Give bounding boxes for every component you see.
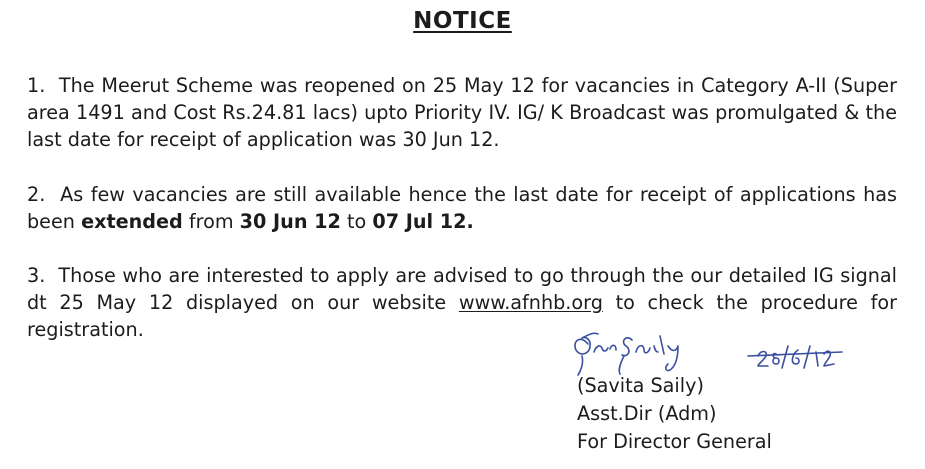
paragraph-1-number: 1. [27,74,46,97]
paragraph-2-text: As few vacancies are still available hence the last date for receipt of applications has been [27,183,898,233]
signatory-name: (Savita Saily) [577,374,704,397]
handwritten-signature [560,322,890,377]
signatory-for: For Director General [577,430,772,453]
paragraph-3-text: Those who are interested to apply are advised to go through the our detailed IG signal dt 25 May 12 displayed on our website [27,264,897,314]
paragraph-2-number: 2. [27,183,46,206]
notice-title: NOTICE [413,8,512,34]
paragraph-1 [27,72,897,153]
to-word: to [340,210,373,233]
signatory-block [577,372,772,456]
new-last-date: 07 Jul 12. [372,210,474,233]
old-last-date: 30 Jun 12 [239,210,341,233]
paragraph-3-number: 3. [27,264,46,287]
website-link[interactable]: www.afnhb.org [458,291,603,314]
paragraph-3-text-end: to check the procedure for registration. [27,291,897,341]
paragraph-2 [27,181,897,235]
paragraph-1-text: The Meerut Scheme was reopened on 25 May 12 for vacancies in Category A-II (Super area 1491 and Cost Rs.24.81 lacs) upto Priority IV. IG/ K Broadcast was promulgated & the last date for receipt of application was 30 Jun 12. [27,74,898,151]
from-word: from [182,210,240,233]
extended-word: extended [81,210,183,233]
signatory-designation: Asst.Dir (Adm) [577,402,717,425]
